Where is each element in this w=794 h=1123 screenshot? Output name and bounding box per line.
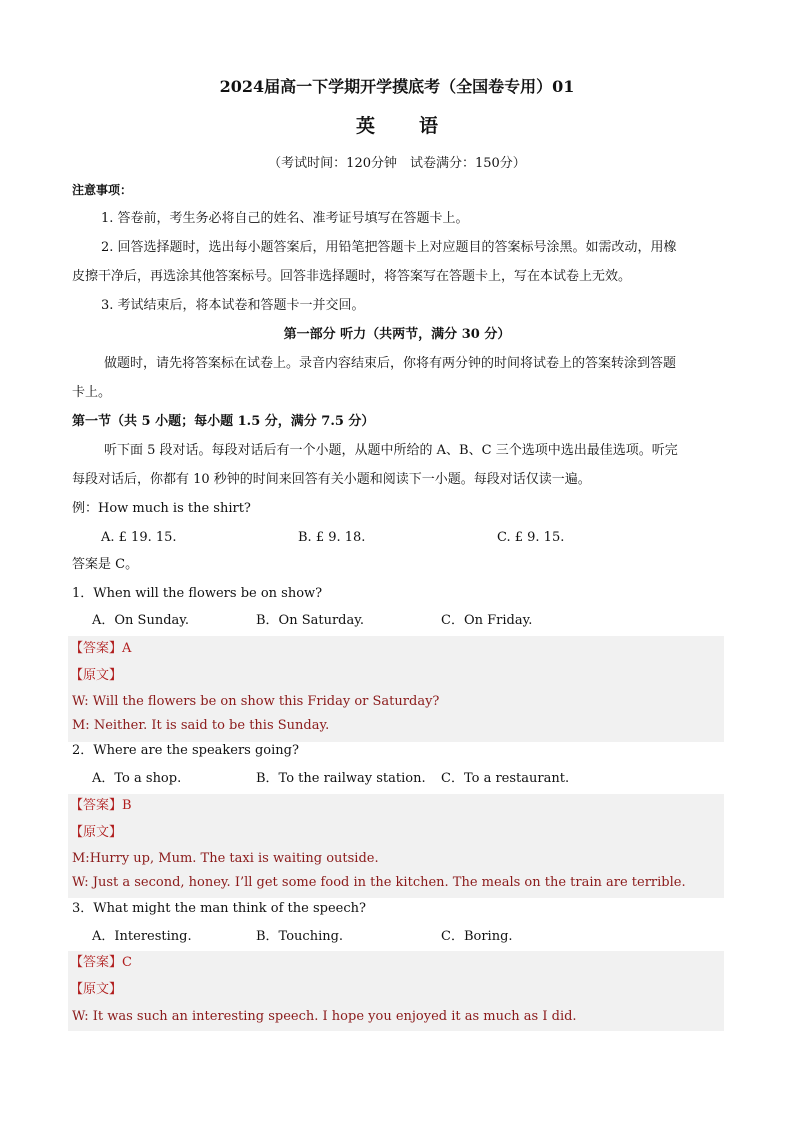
example-question: 例：How much is the shirt?: [72, 501, 251, 516]
q1-option-c: C．On Friday.: [441, 613, 533, 628]
subject-title: 英语: [355, 115, 482, 137]
q1-option-a: A．On Sunday.: [92, 613, 190, 628]
exam-time-info: （考试时间：120分钟 试卷满分：150分）: [268, 156, 526, 171]
part1-heading: 第一部分 听力（共两节，满分 30 分）: [283, 327, 511, 342]
q1-transcript-line-1: W: Will the flowers be on show this Friday or Saturday?: [72, 694, 440, 709]
q2-transcript-line-1: M:Hurry up, Mum. The taxi is waiting outside.: [72, 851, 379, 866]
part1-intro-line-1: 做题时，请先将答案标在试卷上。录音内容结束后，你将有两分钟的时间将试卷上的答案转涂到答题: [104, 356, 677, 371]
q1-transcript-label: 【原文】: [70, 668, 123, 683]
example-option-b: B. £ 9. 18.: [298, 530, 366, 545]
q3-transcript-label: 【原文】: [70, 982, 123, 997]
q3-option-a: A．Interesting.: [92, 929, 192, 944]
q3-answer: 【答案】C: [70, 955, 132, 970]
exam-title: 2024届高一下学期开学摸底考（全国卷专用）01: [219, 77, 575, 96]
question-2: 2．Where are the speakers going?: [72, 743, 299, 758]
example-option-a: A. £ 19. 15.: [101, 530, 177, 545]
q3-transcript-line-1: W: It was such an interesting speech. I hope you enjoyed it as much as I did.: [72, 1009, 577, 1024]
notice-item-3: 3. 考试结束后，将本试卷和答题卡一并交回。: [101, 298, 365, 313]
q2-transcript-line-2: W: Just a second, honey. I’ll get some food in the kitchen. The meals on the train are terrible.: [72, 875, 686, 890]
q3-option-b: B．Touching.: [256, 929, 344, 944]
q2-transcript-label: 【原文】: [70, 825, 123, 840]
section1-intro-line-1: 听下面 5 段对话。每段对话后有一个小题，从题中所给的 A、B、C 三个选项中选出最佳选项。听完: [104, 443, 678, 458]
example-option-c: C. £ 9. 15.: [497, 530, 565, 545]
q2-option-a: A．To a shop.: [92, 771, 182, 786]
q1-option-b: B．On Saturday.: [256, 613, 365, 628]
question-1: 1．When will the flowers be on show?: [72, 586, 323, 601]
notice-heading: 注意事项：: [72, 183, 133, 197]
q1-transcript-line-2: M: Neither. It is said to be this Sunday.: [72, 718, 330, 733]
q1-answer: 【答案】A: [70, 641, 132, 656]
q3-option-c: C．Boring.: [441, 929, 513, 944]
section1-intro-line-2: 每段对话后，你都有 10 秒钟的时间来回答有关小题和阅读下一小题。每段对话仅读一遍。: [72, 472, 591, 487]
question-3: 3．What might the man think of the speech?: [72, 901, 366, 916]
notice-item-2-line-2: 皮擦干净后，再选涂其他答案标号。回答非选择题时，将答案写在答题卡上，写在本试卷上无效。: [72, 269, 632, 284]
example-answer: 答案是 C。: [72, 557, 139, 572]
q2-option-c: C．To a restaurant.: [441, 771, 570, 786]
part1-intro-line-2: 卡上。: [72, 385, 112, 400]
notice-item-2-line-1: 2. 回答选择题时，选出每小题答案后，用铅笔把答题卡上对应题目的答案标号涂黑。如需改动，用橡: [101, 240, 677, 255]
q2-answer: 【答案】B: [70, 798, 132, 813]
notice-item-1: 1. 答卷前，考生务必将自己的姓名、准考证号填写在答题卡上。: [101, 211, 469, 226]
q2-option-b: B．To the railway station.: [256, 771, 426, 786]
section1-heading: 第一节（共 5 小题；每小题 1.5 分，满分 7.5 分）: [72, 414, 375, 429]
